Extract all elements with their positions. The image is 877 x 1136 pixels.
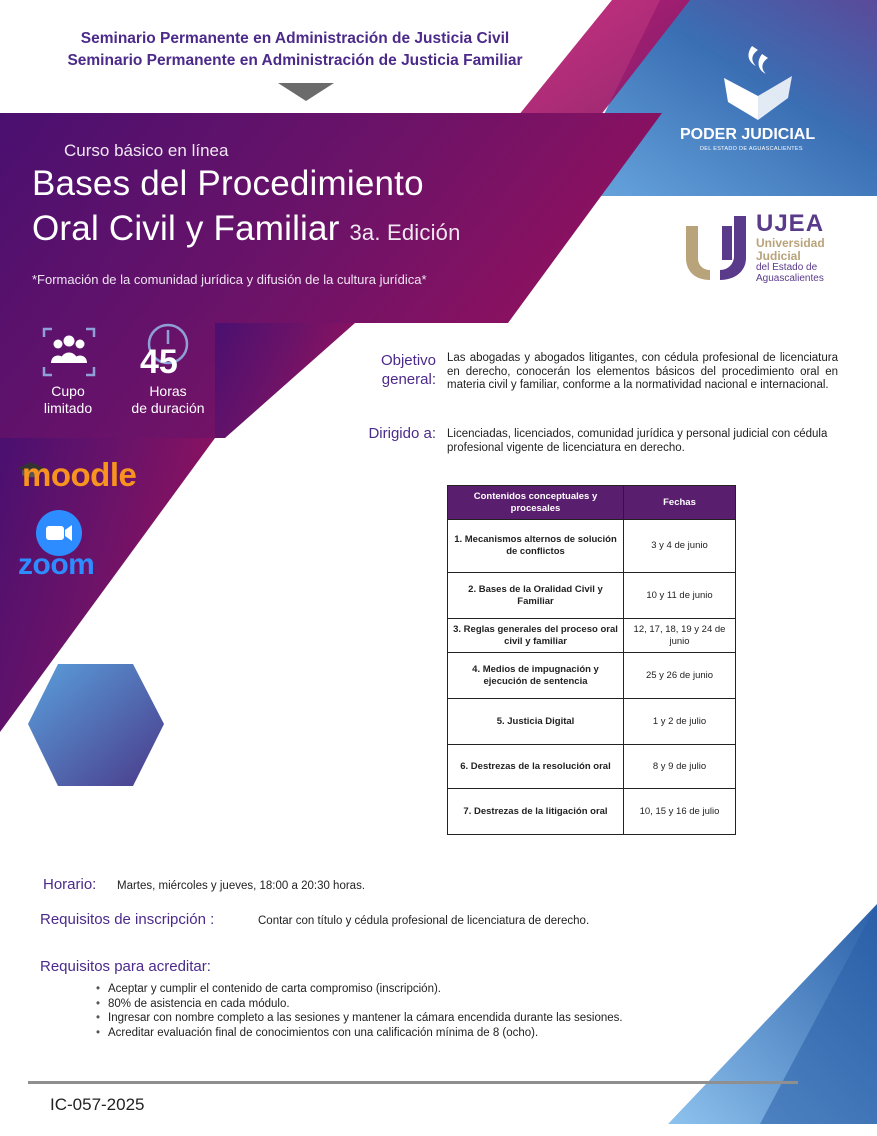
seminar-line-civil: Seminario Permanente en Administración de Justicia Civil	[80, 30, 510, 47]
list-item: • Ingresar con nombre completo a las sesiones y mantener la cámara encendida durante las sesiones.	[108, 1011, 623, 1026]
dirigido-text: Licenciadas, licenciados, comunidad jurídica y personal judicial con cédula profesional vigente de licenciatura en derecho.	[447, 428, 828, 454]
objetivo-label-line2: general:	[381, 371, 436, 388]
schedule-dates: 3 y 4 de junio	[624, 520, 736, 573]
schedule-topic: 3. Reglas generales del proceso oral civil y familiar	[448, 619, 624, 653]
table-row	[448, 520, 736, 573]
schedule-header-row	[448, 486, 736, 520]
table-row	[448, 573, 736, 619]
ujea-line-judicial: Judicial	[756, 249, 801, 263]
hours-line1: Horas	[149, 383, 187, 399]
table-row	[448, 745, 736, 789]
moodle-logo: moodle	[22, 456, 137, 493]
dirigido-label: Dirigido a:	[368, 425, 436, 442]
course-title-line2-text: Oral Civil y Familiar	[32, 209, 340, 248]
list-item: • Aceptar y cumplir el contenido de carta compromiso (inscripción).	[108, 982, 623, 997]
seminar-line-familiar: Seminario Permanente en Administración de Justicia Familiar	[67, 52, 523, 69]
poder-judicial-name: PODER JUDICIAL	[680, 126, 816, 143]
poder-judicial-subtitle: DEL ESTADO DE AGUASCALIENTES	[700, 146, 803, 152]
table-row	[448, 699, 736, 745]
table-row	[448, 619, 736, 653]
ujea-line-estado: del Estado de	[756, 262, 818, 273]
zoom-logo: zoom	[18, 548, 95, 581]
acreditar-label: Requisitos para acreditar:	[40, 958, 211, 975]
poder-judicial-emblem-icon	[718, 40, 796, 120]
list-item: • Acreditar evaluación final de conocimientos con una calificación mínima de 8 (ocho).	[108, 1026, 623, 1041]
schedule-topic: 2. Bases de la Oralidad Civil y Familiar	[448, 573, 624, 619]
schedule-topic: 1. Mecanismos alternos de solución de conflictos	[448, 520, 624, 573]
course-tagline: *Formación de la comunidad jurídica y difusión de la cultura jurídica*	[32, 272, 427, 287]
cupo-line2: limitado	[43, 400, 93, 416]
list-item: • 80% de asistencia en cada módulo.	[108, 997, 623, 1012]
hours-value: 45	[140, 343, 178, 381]
schedule-dates: 1 y 2 de julio	[624, 699, 736, 745]
acreditar-list	[92, 982, 623, 1040]
inscripcion-label: Requisitos de inscripción :	[40, 911, 215, 928]
schedule-topic: 4. Medios de impugnación y ejecución de sentencia	[448, 653, 624, 699]
table-row	[448, 653, 736, 699]
schedule-header-dates: Fechas	[624, 486, 736, 520]
ujea-u-logo-icon	[682, 214, 750, 282]
course-edition: 3a. Edición	[349, 220, 461, 245]
ujea-line-aguascalientes: Aguascalientes	[756, 273, 824, 284]
schedule-topic: 5. Justicia Digital	[448, 699, 624, 745]
horario-text: Martes, miércoles y jueves, 18:00 a 20:30 horas.	[117, 880, 366, 892]
schedule-dates: 10, 15 y 16 de julio	[624, 789, 736, 835]
cupo-line1: Cupo	[51, 383, 85, 399]
course-kicker: Curso básico en línea	[64, 141, 229, 160]
objetivo-label-line1: Objetivo	[380, 352, 436, 369]
footer-divider	[28, 1081, 798, 1084]
table-row	[448, 789, 736, 835]
hours-line2: de duración	[131, 400, 205, 416]
schedule-dates: 12, 17, 18, 19 y 24 de junio	[624, 619, 736, 653]
people-group-icon	[42, 327, 96, 377]
document-code: IC-057-2025	[50, 1095, 145, 1114]
horario-label: Horario:	[43, 876, 97, 893]
schedule-topic: 7. Destrezas de la litigación oral	[448, 789, 624, 835]
schedule-header-topic: Contenidos conceptuales y procesales	[448, 486, 624, 520]
ujea-acronym: UJEA	[756, 210, 825, 237]
inscripcion-text: Contar con título y cédula profesional de licenciatura de derecho.	[258, 915, 590, 927]
schedule-dates: 10 y 11 de junio	[624, 573, 736, 619]
course-title-line1: Bases del Procedimiento	[32, 164, 424, 203]
schedule-table	[447, 485, 736, 835]
course-title-line2	[32, 209, 461, 253]
ujea-line-universidad: Universidad	[756, 236, 825, 250]
schedule-topic: 6. Destrezas de la resolución oral	[448, 745, 624, 789]
schedule-dates: 8 y 9 de julio	[624, 745, 736, 789]
objetivo-text: Las abogadas y abogados litigantes, con cédula profesional de licenciatura en derecho, conocerán los elementos básicos del procedimiento oral en materia civil y familiar, conforme a la normatividad nacional e internacional.	[447, 352, 838, 391]
schedule-dates: 25 y 26 de junio	[624, 653, 736, 699]
